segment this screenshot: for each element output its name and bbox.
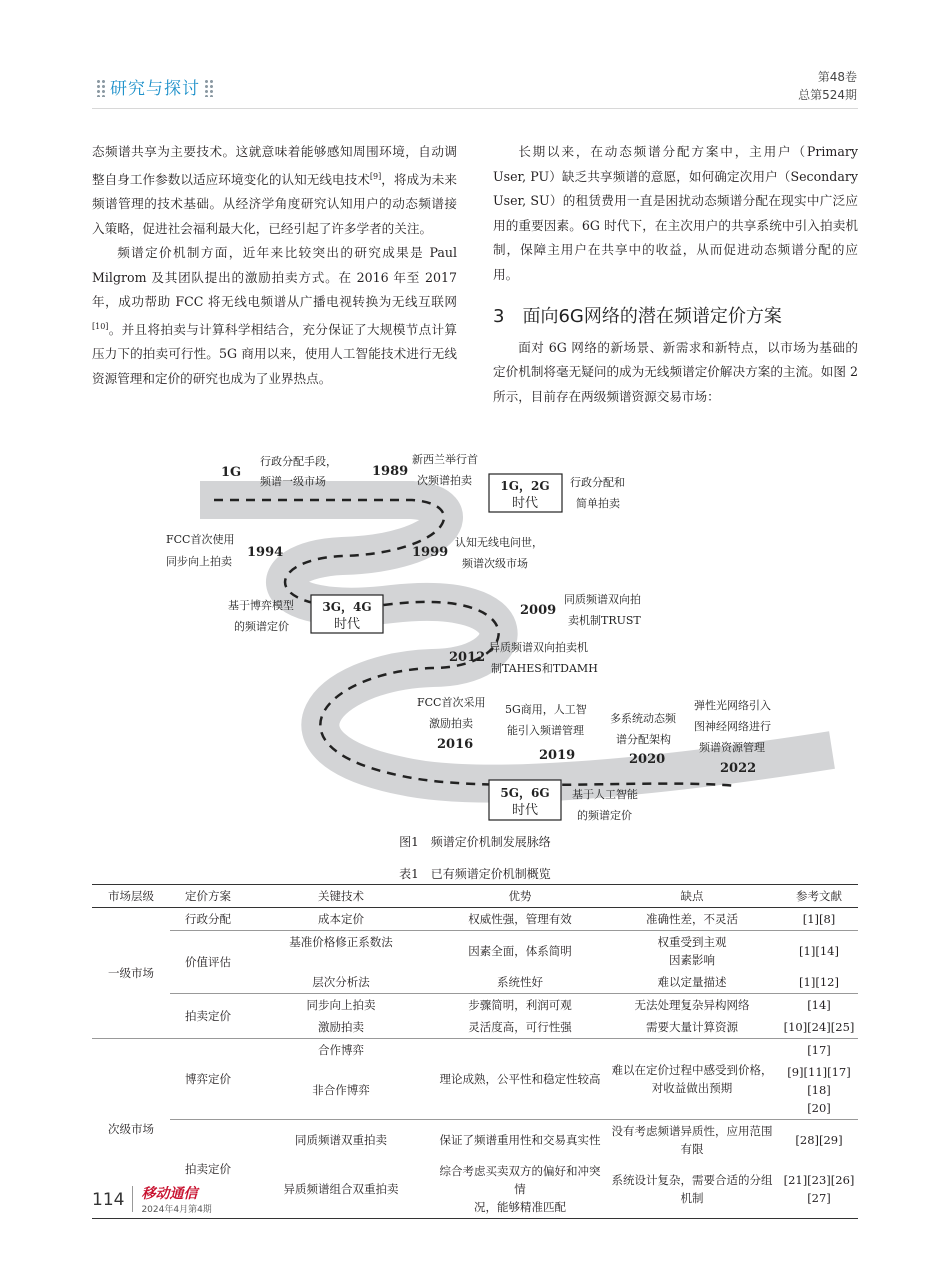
pricing-scheme: 博弈定价 [170, 1039, 246, 1120]
journal-logo [141, 1186, 211, 1215]
timeline-figure [92, 448, 858, 828]
page-number: 114 [92, 1190, 125, 1210]
era-desc: 简单拍卖 [576, 497, 620, 510]
advantage: 理论成熟，公平性和稳定性较高 [436, 1039, 604, 1120]
page-footer [92, 1186, 212, 1215]
event-label: 激励拍卖 [429, 717, 473, 730]
volume-info [798, 68, 857, 104]
year-label: 1989 [372, 464, 409, 479]
event-label: 5G商用，人工智 [505, 703, 587, 716]
year-label: 1999 [412, 545, 449, 560]
table-row [92, 994, 858, 1017]
advantage: 灵活度高，可行性强 [436, 1016, 604, 1039]
key-tech: 层次分析法 [246, 971, 436, 994]
advantage: 步骤简明，利润可观 [468, 998, 572, 1012]
event-label: 制TAHES和TDAMH [491, 662, 598, 675]
reference: [1][12] [780, 971, 858, 994]
paragraph: 长期以来，在动态频谱分配方案中，主用户（Primary User, PU）缺乏共享频谱的意愿，如何确定次用户（Secondary User, SU）的租赁费用一直是困扰动态频谱分配在现实中广泛应用的重要因素。6G 时代下，在主次用户的共享系统中引入拍卖机制，保障主用户在共享中的收益，从而促进动态频谱分配的应用。 [493, 144, 858, 282]
event-label: 频谱次级市场 [462, 557, 528, 570]
advantage: 系统性好 [436, 971, 604, 994]
advantage: 保证了频谱重用性和交易真实性 [439, 1133, 601, 1147]
year-label: 2016 [437, 737, 474, 752]
volume: 第48卷 [817, 70, 857, 84]
era-desc: 行政分配和 [570, 476, 625, 489]
event-label: 次频谱拍卖 [417, 474, 472, 487]
year-label: 2019 [539, 748, 576, 763]
dots-icon [204, 79, 214, 97]
column-header: 关键技术 [246, 885, 436, 908]
journal-date: 2024年4月第4期 [141, 1205, 212, 1215]
event-label: 弹性光网络引入 [694, 699, 771, 712]
era-desc: 的频谱定价 [577, 809, 632, 822]
event-label: 认知无线电问世， [455, 536, 543, 549]
year-label: 2012 [449, 650, 486, 665]
reference: [1][14] [799, 944, 839, 958]
table-row [92, 931, 858, 972]
journal-name: 移动通信 [141, 1186, 198, 1202]
event-label: FCC首次使用 [166, 533, 235, 546]
key-tech: 合作博弈 [318, 1043, 364, 1057]
era-label: 5G，6G [500, 786, 550, 800]
section-heading: 3 面向6G网络的潜在频谱定价方案 [493, 306, 782, 327]
column-header: 参考文献 [780, 885, 858, 908]
event-label: 行政分配手段， [260, 455, 337, 468]
table-header-row [92, 885, 858, 908]
dots-icon [96, 79, 106, 97]
year-label: 1G [221, 465, 242, 480]
event-label: 同质频谱双向拍 [564, 593, 641, 606]
reference: [9][11][17][18] [20] [780, 1061, 858, 1120]
figure-caption: 图1 频谱定价机制发展脉络 [399, 835, 551, 849]
year-label: 2022 [720, 761, 757, 776]
disadvantage: 需要大量计算资源 [604, 1016, 780, 1039]
table-row [92, 1039, 858, 1062]
event-label: 频谱一级市场 [260, 475, 326, 488]
market-level: 一级市场 [92, 908, 170, 1039]
key-tech: 同质频谱双重拍卖 [295, 1133, 387, 1147]
era-label: 时代 [511, 496, 539, 511]
year-label: 1994 [247, 545, 284, 560]
table-row [92, 908, 858, 931]
event-label: 异质频谱双向拍卖机 [489, 641, 588, 654]
event-label: 频谱资源管理 [699, 741, 765, 754]
era-label: 3G，4G [322, 600, 372, 614]
column-header: 市场层级 [92, 885, 170, 908]
event-label: 同步向上拍卖 [166, 555, 232, 568]
disadvantage: 系统设计复杂，需要合适的分组机制 [604, 1160, 780, 1219]
section-tag [92, 74, 218, 99]
pricing-table [92, 884, 858, 1219]
issue-total: 总第524期 [798, 88, 857, 102]
reference: [10][24][25] [780, 1016, 858, 1039]
right-column [493, 140, 858, 409]
citation: [10] [92, 321, 109, 331]
advantage: 权威性强，管理有效 [436, 908, 604, 931]
reference: [17] [807, 1043, 831, 1057]
left-column [92, 140, 457, 391]
disadvantage: 准确性差，不灵活 [604, 908, 780, 931]
reference: [28][29] [795, 1133, 843, 1147]
advantage: 综合考虑买卖双方的偏好和冲突情 况，能够精准匹配 [436, 1160, 604, 1219]
reference: [21][23][26][27] [780, 1160, 858, 1219]
advantage: 因素全面，体系简明 [468, 944, 572, 958]
reference: [1][8] [780, 908, 858, 931]
column-header: 缺点 [604, 885, 780, 908]
market-level: 次级市场 [92, 1039, 170, 1219]
citation: [9] [369, 171, 382, 181]
pricing-scheme: 拍卖定价 [170, 994, 246, 1039]
footer-divider [132, 1186, 133, 1212]
paragraph: 面对 6G 网络的新场景、新需求和新特点，以市场为基础的定价机制将毫无疑问的成为无线频谱定价解决方案的主流。如图 2 所示，目前存在两级频谱资源交易市场： [493, 339, 858, 404]
disadvantage: 没有考虑频谱异质性，应用范围有限 [611, 1124, 773, 1156]
era-desc: 基于博弈模型 [228, 599, 294, 612]
column-header: 优势 [436, 885, 604, 908]
section-title: 研究与探讨 [110, 79, 200, 99]
column-header: 定价方案 [170, 885, 246, 908]
key-tech: 非合作博弈 [246, 1061, 436, 1120]
era-desc: 基于人工智能 [572, 788, 638, 801]
event-label: 卖机制TRUST [568, 614, 641, 627]
year-label: 2020 [629, 752, 666, 767]
event-label: 图神经网络进行 [694, 720, 771, 733]
event-label: 能引入频谱管理 [507, 724, 584, 737]
disadvantage: 难以在定价过程中感受到价格，对收益做出预期 [604, 1039, 780, 1120]
pricing-scheme: 价值评估 [170, 931, 246, 994]
event-label: 谱分配架构 [616, 733, 671, 746]
era-label: 1G，2G [500, 479, 550, 493]
key-tech: 异质频谱组合双重拍卖 [246, 1160, 436, 1219]
paragraph: 态频谱共享为主要技术。这就意味着能够感知周围环境，自动调整自身工作参数以适应环境变化的认知无线电技术[9]，将成为未来频谱管理的技术基础。从经济学角度研究认知用户的动态频谱接入策略，促进社会福利最大化，已经引起了许多学者的关注。 [92, 144, 458, 236]
disadvantage: 无法处理复杂异构网络 [634, 998, 750, 1012]
event-label: 新西兰举行首 [412, 453, 478, 466]
key-tech: 同步向上拍卖 [306, 998, 376, 1012]
page-header [0, 0, 950, 110]
disadvantage: 难以定量描述 [604, 971, 780, 994]
event-label: FCC首次采用 [417, 696, 486, 709]
table-row [92, 1120, 858, 1161]
key-tech: 成本定价 [246, 908, 436, 931]
era-label: 时代 [511, 803, 539, 818]
disadvantage: 权重受到主观 因素影响 [657, 935, 727, 967]
year-label: 2009 [520, 603, 557, 618]
reference: [14] [807, 998, 831, 1012]
table-caption: 表1 已有频谱定价机制概览 [399, 867, 551, 881]
paragraph: 频谱定价机制方面，近年来比较突出的研究成果是 Paul Milgrom 及其团队提出的激励拍卖方式。在 2016 年至 2017 年，成功帮助 FCC 将无线电频谱从广播电视转换为无线互联网[10]。并且将拍卖与计算科学相结合，充分保证了大规模节点计算压力下的拍卖可行性。5G 商用以来，使用人工智能技术进行无线资源管理和定价的研究也成为了业界热点。 [92, 245, 457, 386]
key-tech: 基准价格修正系数法 [289, 935, 393, 949]
era-label: 时代 [333, 617, 361, 632]
timeline-svg [92, 448, 858, 828]
pricing-scheme: 拍卖定价 [170, 1120, 246, 1219]
key-tech: 激励拍卖 [246, 1016, 436, 1039]
era-desc: 的频谱定价 [234, 620, 289, 633]
pricing-scheme: 行政分配 [170, 908, 246, 931]
event-label: 多系统动态频 [610, 712, 676, 725]
header-rule [92, 108, 858, 109]
